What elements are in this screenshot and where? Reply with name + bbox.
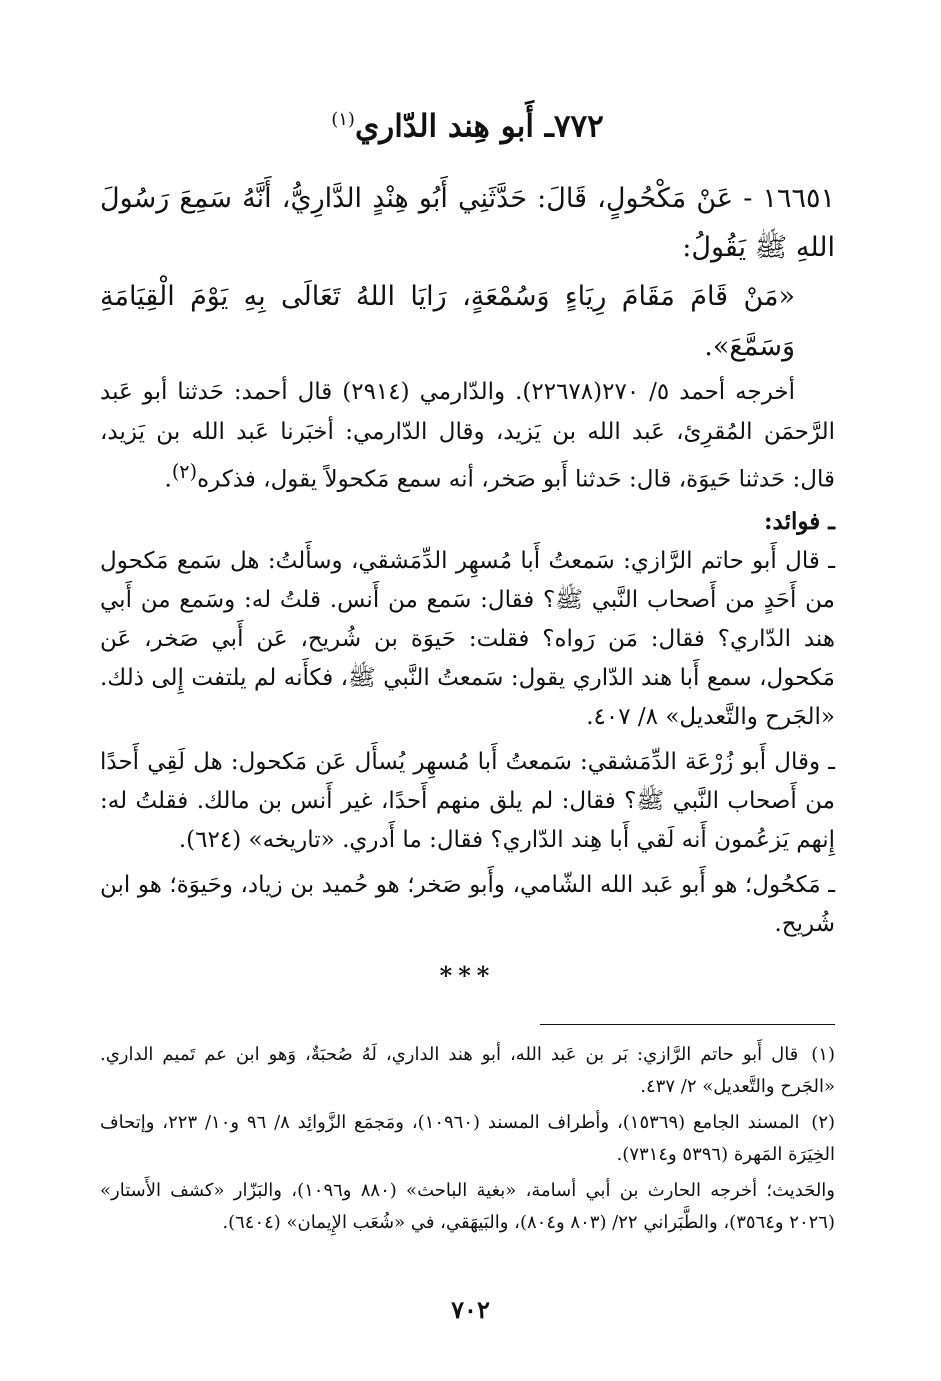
takhrij-footnote-marker: (٢)	[171, 460, 198, 484]
footnote-rule	[540, 1024, 835, 1025]
benefit-item: ـ مَكحُول؛ هو أَبو عَبد الله الشّامي، وأَبو صَخر؛ هو حُميد بن زياد، وحَيوَة؛ هو ابن شُريح.	[100, 871, 835, 937]
footnote-1	[100, 1039, 835, 1103]
hadith-matn: «مَنْ قَامَ مَقَامَ رِيَاءٍ وَسُمْعَةٍ، رَايَا اللهُ تَعَالَى بِهِ يَوْمَ الْقِيَامَةِ وَسَمَّعَ».	[100, 281, 795, 363]
footnote-2	[100, 1107, 835, 1171]
title-footnote-marker: (١)	[331, 109, 355, 130]
footnote-text: المسند الجامع (١٥٣٦٩)، وأطراف المسند (١٠٩٦٠)، ومَجمَع الزَّوائِد ٨/ ٩٦ و١٠/ ٢٢٣، وإتحاف الخِيَرَة المَهرة (٥٣٩٦ و٧٣١٤).	[100, 1111, 835, 1165]
page-body	[100, 100, 835, 1239]
entry-title-text: ٧٧٢ـ أَبو هِند الدّاري	[354, 108, 604, 145]
footnote-number: (١)	[811, 1043, 835, 1065]
benefit-item: ـ قال أَبو حاتم الرَّازي: سَمعتُ أَبا مُسهِر الدِّمَشقي، وسأَلتُ: هل سَمع مَكحول من أَحَدٍ من أَصحاب النَّبي ﷺ؟ فقال: سَمع من أَنس. قلتُ له: وسَمع من أَبي هند الدّاري؟ فقال: مَن رَواه؟ فقلت: حَيوَة بن شُريح، عَن أَبي صَخر، عَن مَكحول، سمع أَبا هند الدّاري يقول: سَمعتُ النَّبي ﷺ، فكأَنه لم يلتفت إِلى ذلك. «الجَرح والتَّعديل» ٨/ ٤٠٧.	[100, 547, 835, 730]
hadith-isnad: ١٦٦٥١ - عَنْ مَكْحُولٍ، قَالَ: حَدَّثَنِي أَبُو هِنْدٍ الدَّارِيُّ، أَنَّهُ سَمِعَ رَسُولَ اللهِ ﷺ يَقُولُ:	[100, 183, 835, 264]
footnote-text: قال أَبو حاتم الرَّازي: بَر بن عَبد الله، أبو هند الداري، لَهُ صُحبَةٌ، وَهو ابن عم تَميم الداري. «الجَرح والتَّعديل» ٢/ ٤٣٧.	[100, 1043, 835, 1097]
footnote-2-continuation: والحَديث؛ أخرجه الحارث بن أبي أسامة، «بغية الباحث» (٨٨٠ و١٠٩٦)، والبَزّار «كشف الأَستار» (٢٠٢٦ و٣٥٦٤)، والطَّبَراني ٢٢/ (٨٠٣ و٨٠٤)، والبَيهَقي، في «شُعَب الإِيمان» (٦٤٠٤).	[100, 1179, 835, 1233]
takhrij-paragraph: أخرجه أحمد ٥/ ٢٧٠(٢٢٦٧٨). والدّارمي (٢٩١٤) قال أحمد: حَدثنا أبو عَبد الرَّحمَن المُقرِئ، عَبد الله بن يَزيد، وقال الدّارمي: أخبَرنا عَبد الله بن يَزيد، قال: حَدثنا حَيوَة، قال: حَدثنا أَبو صَخر، أنه سمع مَكحولاً يقول، فذكره$^{(٢)}$.	[100, 379, 835, 493]
takhrij-text: أخرجه أحمد ٥/ ٢٧٠(٢٢٦٧٨). والدّارمي (٢٩١٤) قال أحمد: حَدثنا أبو عَبد الرَّحمَن المُقرِئ، عَبد الله بن يَزيد، وقال الدّارمي: أخبَرنا عَبد الله بن يَزيد، قال: حَدثنا حَيوَة، قال: حَدثنا أَبو صَخر، أنه سمع مَكحولاً يقول، فذكره	[100, 379, 835, 493]
benefit-item: ـ وقال أَبو زُرْعَة الدِّمَشقي: سَمعتُ أَبا مُسهِر يُسأَل عَن مَكحول: هل لَقِي أَحدًا من أَصحاب النَّبي ﷺ؟ فقال: لم يلق منهم أَحدًا، غير أَنس بن مالك. فقلتُ له: إِنهم يَزعُمون أَنه لَقي أَبا هِند الدّاري؟ فقال: ما أَدري. «تاريخه» (٦٢٤).	[100, 748, 835, 853]
fawaid-heading: ـ فوائد:	[764, 507, 835, 535]
page-number: ٧٠٢	[451, 1295, 490, 1324]
entry-title	[100, 100, 835, 146]
section-separator: ***	[439, 960, 496, 990]
footnote-number: (٢)	[811, 1111, 836, 1133]
